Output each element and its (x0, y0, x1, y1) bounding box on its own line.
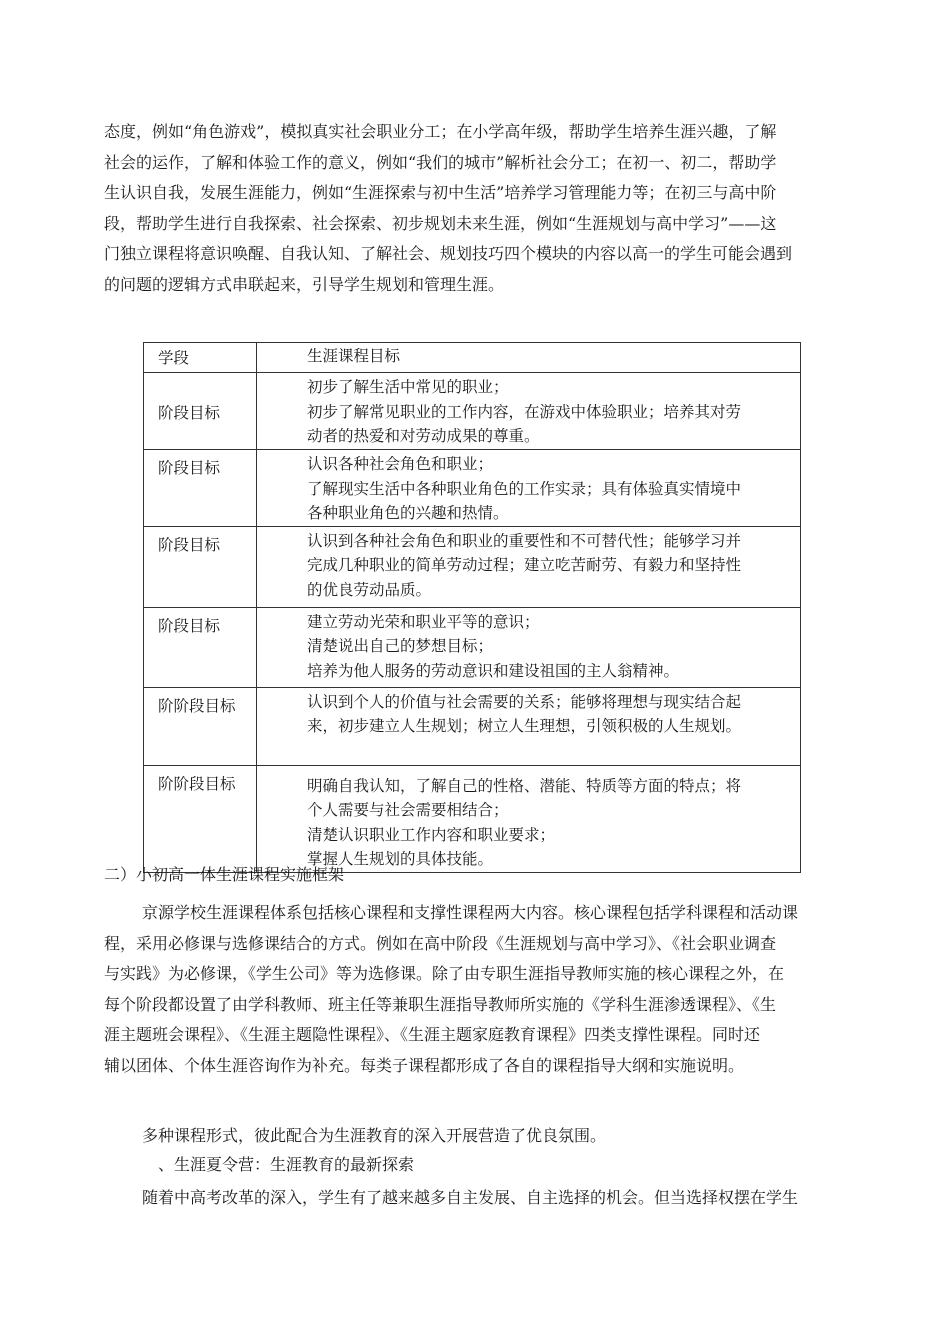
goals-cell: 认识到个人的价值与社会需要的关系；能够将理想与现实结合起 来，初步建立人生规划；树立人生理想，引领积极的人生规划。 (257, 687, 801, 765)
text-line: 生认识自我，发展生涯能力，例如“生涯探索与初中生活”培养学习管理能力等；在初三与高中阶 (104, 183, 777, 203)
stage-cell: 阶段目标 (144, 607, 257, 687)
stage-cell: 阶阶段目标 (144, 765, 257, 872)
table-row (144, 526, 801, 607)
text-line: 的问题的逻辑方式串联起来，引导学生规划和管理生涯。 (104, 274, 505, 294)
stage-cell: 阶段目标 (144, 373, 257, 450)
section-3-heading: 、生涯夏令营：生涯教育的最新探索 (158, 1155, 415, 1174)
text-line: 京源学校生涯课程体系包括核心课程和支撑性课程两大内容。核心课程包括学科课程和活动课 (142, 903, 799, 922)
text-line: 辅以团体、个体生涯咨询作为补充。每类子课程都形成了各自的课程指导大纲和实施说明。 (104, 1055, 745, 1075)
text-line: 态度，例如“角色游戏”，模拟真实社会职业分工；在小学高年级，帮助学生培养生涯兴趣，了解 (104, 122, 777, 141)
text-line: 程，采用必修课与选修课结合的方式。例如在高中阶段《生涯规划与高中学习》、《社会职业调查 (104, 933, 777, 953)
text-line: 与实践》为必修课，《学生公司》等为选修课。除了由专职生涯指导教师实施的核心课程之外，在 (104, 964, 785, 984)
header-goals: 生涯课程目标 (257, 343, 801, 373)
table-row (144, 687, 801, 765)
table-row (144, 765, 801, 872)
goals-cell: 初步了解生活中常见的职业； 初步了解常见职业的工作内容，在游戏中体验职业；培养其对劳 动者的热爱和对劳动成果的尊重。 (257, 373, 801, 450)
goals-cell: 明确自我认知，了解自己的性格、潜能、特质等方面的特点；将 个人需要与社会需要相结合； 清楚认识职业工作内容和职业要求； 掌握人生规划的具体技能。 (257, 765, 801, 872)
text-line: 社会的运作，了解和体验工作的意义，例如“我们的城市”解析社会分工；在初一、初二，帮助学 (104, 152, 777, 172)
career-goals-table (143, 342, 801, 873)
intro-paragraph (104, 117, 840, 301)
table-header-row (144, 343, 801, 373)
table-row (144, 450, 801, 527)
section-2-paragraph (104, 898, 840, 1082)
final-line: 随着中高考改革的深入，学生有了越来越多自主发展、自主选择的机会。但当选择权摆在学生 (142, 1188, 799, 1207)
text-line: 段，帮助学生进行自我探索、社会探索、初步规划未来生涯，例如“生涯规划与高中学习”——这 (104, 213, 777, 233)
table-row (144, 607, 801, 687)
stage-cell: 阶段目标 (144, 450, 257, 527)
stage-cell: 阶段目标 (144, 526, 257, 607)
text-line: 每个阶段都设置了由学科教师、班主任等兼职生涯指导教师所实施的《学科生涯渗透课程》、《生 (104, 994, 777, 1014)
closing-sentence: 多种课程形式，彼此配合为生涯教育的深入开展营造了优良氛围。 (142, 1126, 607, 1145)
section-2-heading: 二）小初高一体生涯课程实施框架 (104, 865, 345, 884)
text-line: 涯主题班会课程》、《生涯主题隐性课程》、《生涯主题家庭教育课程》四类支撑性课程。同时还 (104, 1025, 761, 1045)
goals-cell: 认识到各种社会角色和职业的重要性和不可替代性；能够学习并 完成几种职业的简单劳动过程；建立吃苦耐劳、有毅力和坚持性 的优良劳动品质。 (257, 526, 801, 607)
goals-cell: 认识各种社会角色和职业； 了解现实生活中各种职业角色的工作实录；具有体验真实情境中 各种职业角色的兴趣和热情。 (257, 450, 801, 527)
text-line: 门独立课程将意识唤醒、自我认知、了解社会、规划技巧四个模块的内容以高一的学生可能会遇到 (104, 244, 793, 264)
header-stage: 学段 (144, 343, 257, 373)
stage-cell: 阶阶段目标 (144, 687, 257, 765)
goals-cell: 建立劳动光荣和职业平等的意识； 清楚说出自己的梦想目标； 培养为他人服务的劳动意识和建设祖国的主人翁精神。 (257, 607, 801, 687)
table-row (144, 373, 801, 450)
